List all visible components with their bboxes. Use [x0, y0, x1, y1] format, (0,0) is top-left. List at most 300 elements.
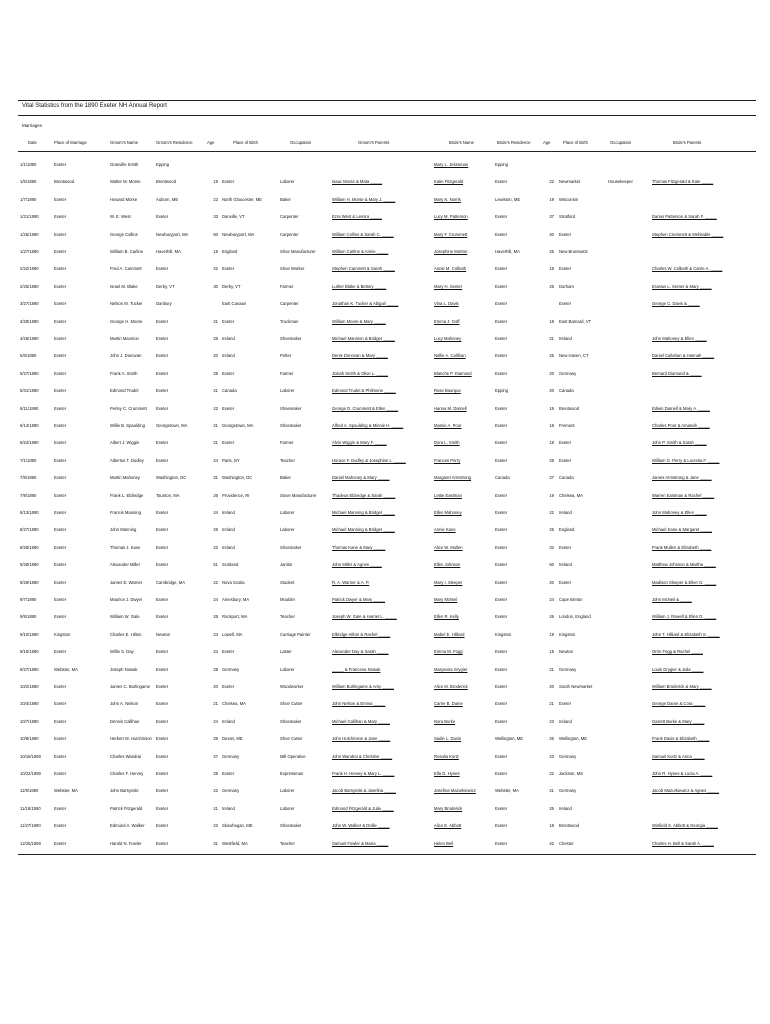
bride-parents-cell: Charles Poor & Amanah _____: [652, 423, 710, 428]
bride-parents-cell: Frank Mullen & Elizabeth _____: [652, 544, 712, 550]
bride-place-of-birth-cell: Chester: [559, 840, 574, 846]
bride-name-cell: Sadie L. Davis: [434, 736, 461, 742]
groom-parents-cell: Alexander Day & Sarah _____: [332, 649, 389, 655]
place-of-marriage-cell: Exeter: [54, 701, 67, 707]
place-of-marriage-cell: Exeter: [54, 388, 67, 394]
header-rule: [18, 151, 756, 152]
bride-age-cell: 32: [549, 544, 554, 550]
place-of-marriage-cell: Exeter: [54, 475, 67, 481]
groom-occupation-cell: Laster: [280, 649, 292, 655]
groom-residence-cell: Brentwood: [156, 179, 177, 185]
place-of-marriage-cell: Exeter: [54, 283, 67, 289]
place-of-marriage-cell: Exeter: [54, 649, 67, 655]
date-cell: 9/7/1890: [20, 597, 37, 602]
groom-occupation-cell: Teacher: [280, 614, 295, 620]
bride-parents-cell: John T. Hilliard & Elizabeth S. _____: [652, 631, 720, 637]
bride-place-of-birth-cell: Chelsea, MA: [559, 492, 583, 498]
place-of-marriage-cell: Exeter: [54, 318, 67, 324]
place-of-marriage-cell: Exeter: [54, 562, 67, 568]
bride-name-cell: Mabel E. Hilliard: [434, 631, 465, 637]
groom-name-cell: Herbert M. Hutchinson: [110, 736, 152, 742]
bride-residence-cell: Exeter: [495, 805, 508, 811]
groom-place-of-birth-cell: Derby, VT: [222, 283, 241, 289]
bride-residence-cell: Exeter: [495, 701, 508, 707]
groom-name-cell: Alexander Miller: [110, 562, 141, 568]
table-row: [18, 458, 756, 468]
marriage-records-sheet: [18, 100, 756, 852]
bride-age-cell: 18: [549, 405, 554, 411]
bride-residence-cell: Epping: [495, 162, 509, 167]
groom-occupation-cell: Carpenter: [280, 214, 299, 220]
groom-occupation-cell: Shoemaker: [280, 336, 302, 341]
bride-residence-cell: Exeter: [495, 423, 508, 428]
date-cell: 8/27/1890: [20, 527, 39, 533]
table-row: [18, 284, 756, 294]
table-row: [18, 527, 756, 537]
groom-name-cell: Martin Mannion: [110, 336, 139, 341]
bride-place-of-birth-cell: Ireland: [559, 510, 572, 515]
header-groom-parents: Groom's Parents: [358, 140, 390, 145]
bride-name-cell: Ellen Mahoney: [434, 510, 462, 515]
bride-age-cell: 37: [549, 214, 554, 220]
bride-age-cell: 42: [549, 840, 554, 846]
groom-occupation-cell: Laborer: [280, 179, 295, 185]
groom-occupation-cell: Carpenter: [280, 231, 299, 237]
bride-parents-cell: Samuel Kurtz & Anna _____: [652, 753, 705, 759]
groom-parents-cell: _____ & Francena Nowak: [332, 666, 381, 672]
place-of-marriage-cell: Exeter: [54, 718, 67, 724]
table-row: [18, 319, 756, 329]
place-of-marriage-cell: Webster, MA: [54, 666, 78, 672]
date-cell: 10/2/1890: [20, 684, 39, 689]
groom-place-of-birth-cell: Providence, RI: [222, 492, 250, 498]
bride-residence-cell: Exeter: [495, 771, 508, 776]
bride-name-cell: Alice M. Broderick: [434, 684, 468, 689]
bride-parents-cell: Madison Sleeper & Ellen G. _____: [652, 579, 717, 585]
header-bride-occupation: Occupation: [610, 140, 632, 145]
bride-age-cell: 21: [549, 788, 554, 794]
groom-age-cell: 27: [213, 753, 218, 759]
table-row: [18, 771, 756, 781]
table-row: [18, 632, 756, 642]
groom-occupation-cell: Shoemaker: [280, 423, 302, 428]
bride-age-cell: 21: [549, 666, 554, 672]
groom-name-cell: Albert J. Wiggin: [110, 440, 140, 446]
groom-residence-cell: Exeter: [156, 788, 169, 794]
bride-place-of-birth-cell: Exeter: [559, 544, 572, 550]
table-row: [18, 562, 756, 572]
table-row: [18, 806, 756, 816]
groom-parents-cell: Patrick Dwyer & Mary _____: [332, 597, 386, 602]
groom-age-cell: 22: [213, 544, 218, 550]
bride-residence-cell: Exeter: [495, 562, 508, 568]
groom-occupation-cell: Shoemaker: [280, 544, 302, 550]
bride-age-cell: 19: [549, 492, 554, 498]
bride-place-of-birth-cell: Wisconsin: [559, 196, 579, 202]
table-row: [18, 301, 756, 311]
bride-age-cell: 20: [549, 684, 554, 689]
groom-occupation-cell: Janitor: [280, 562, 293, 568]
bride-age-cell: 19: [549, 649, 554, 655]
bride-residence-cell: Exeter: [495, 579, 508, 585]
date-cell: 7/8/1890: [20, 475, 37, 481]
bride-residence-cell: Exeter: [495, 492, 508, 498]
groom-age-cell: 33: [213, 214, 218, 220]
bride-name-cell: Mary F. Crummett: [434, 231, 468, 237]
date-cell: 12/25/1890: [20, 840, 41, 846]
groom-name-cell: Charles Wandrai: [110, 753, 142, 759]
groom-age-cell: 28: [213, 771, 218, 776]
bride-parents-cell: Charles H. Bell & Sarah A. _____: [652, 840, 714, 846]
groom-place-of-birth-cell: Exeter: [222, 370, 235, 376]
groom-name-cell: Frank A. Smith: [110, 370, 138, 376]
groom-name-cell: Frank L. Eldredge: [110, 492, 144, 498]
groom-occupation-cell: Woodworker: [280, 684, 304, 689]
bride-name-cell: Vina L. Davis: [434, 301, 459, 307]
bride-name-cell: Mary McNeil: [434, 597, 458, 602]
groom-residence-cell: Exeter: [156, 597, 169, 602]
bride-residence-cell: Webster, MA: [495, 788, 519, 794]
place-of-marriage-cell: Exeter: [54, 510, 67, 515]
groom-age-cell: 22: [213, 788, 218, 794]
bride-residence-cell: Exeter: [495, 336, 508, 341]
bride-parents-cell: Michael Kane & Margaret _____: [652, 527, 713, 533]
bride-place-of-birth-cell: Fremont: [559, 423, 575, 428]
groom-age-cell: 22: [213, 196, 218, 202]
groom-name-cell: Joseph Nowak: [110, 666, 138, 672]
bride-residence-cell: Wellington, ME: [495, 736, 524, 742]
bride-name-cell: Mary Broderick: [434, 805, 463, 811]
groom-residence-cell: Exeter: [156, 562, 169, 568]
bride-name-cell: Nora Burke: [434, 718, 456, 724]
groom-residence-cell: Cambridge, MA: [156, 579, 186, 585]
place-of-marriage-cell: Exeter: [54, 370, 67, 376]
place-of-marriage-cell: Exeter: [54, 840, 67, 846]
bride-name-cell: Mary H. Senter: [434, 283, 463, 289]
table-row: [18, 266, 756, 276]
bride-name-cell: Mary L. Jesseman: [434, 162, 469, 167]
bottom-rule: [18, 854, 756, 855]
bride-residence-cell: Exeter: [495, 840, 508, 846]
table-row: [18, 388, 756, 398]
groom-residence-cell: Newton: [156, 631, 171, 637]
table-row: [18, 614, 756, 624]
bride-name-cell: Katie Fitzgerald: [434, 179, 464, 185]
groom-residence-cell: Epping: [156, 162, 170, 167]
bride-place-of-birth-cell: London, England: [559, 614, 591, 620]
groom-parents-cell: Michael Mannion & Bridget _____: [332, 336, 395, 341]
groom-parents-cell: Jonathan K. Tucker & Abigail _____: [332, 301, 399, 307]
place-of-marriage-cell: Webster, MA: [54, 788, 78, 794]
bride-age-cell: 18: [549, 318, 554, 324]
groom-name-cell: George H. Moore: [110, 318, 143, 324]
table-row: [18, 545, 756, 555]
bride-name-cell: Margaret Armstrong: [434, 475, 472, 481]
bride-place-of-birth-cell: Exeter: [559, 301, 572, 307]
bride-age-cell: 25: [549, 353, 554, 359]
bride-age-cell: 27: [549, 475, 554, 481]
bride-age-cell: 22: [549, 510, 554, 515]
table-row: [18, 649, 756, 659]
groom-residence-cell: Exeter: [156, 388, 169, 394]
groom-parents-cell: Stephen Cammett & Sarah _____: [332, 266, 395, 272]
bride-residence-cell: Exeter: [495, 370, 508, 376]
bride-parents-cell: Thomas Fitzgerald & Kate _____: [652, 179, 714, 185]
table-row: [18, 719, 756, 729]
bride-name-cell: Rose Bourque: [434, 388, 461, 394]
bride-age-cell: 20: [549, 370, 554, 376]
place-of-marriage-cell: Exeter: [54, 301, 67, 307]
groom-age-cell: 23: [213, 823, 218, 829]
bride-name-cell: Mary K. Norris: [434, 196, 461, 202]
groom-occupation-cell: Farmer: [280, 440, 294, 446]
bride-residence-cell: Exeter: [495, 214, 508, 220]
groom-place-of-birth-cell: Washington, DC: [222, 475, 253, 481]
place-of-marriage-cell: Exeter: [54, 162, 67, 167]
bride-parents-cell: Charles W. Colbath & Carrie A. _____: [652, 266, 723, 272]
groom-name-cell: John A. Nelson: [110, 701, 139, 707]
date-cell: 7/9/1890: [20, 492, 37, 498]
header-groom-name: Groom's Name: [110, 140, 139, 145]
groom-place-of-birth-cell: Ireland: [222, 544, 235, 550]
place-of-marriage-cell: Brentwood: [54, 179, 75, 185]
groom-residence-cell: Exeter: [156, 649, 169, 655]
bride-place-of-birth-cell: East Barnard, VT: [559, 318, 592, 324]
groom-name-cell: Harold N. Fowler: [110, 840, 142, 846]
date-cell: 8/28/1890: [20, 562, 39, 568]
bride-parents-cell: Daniel Callahan & Hannah _____: [652, 353, 715, 359]
header-bride-parents: Bride's Parents: [673, 140, 702, 145]
bride-place-of-birth-cell: Newmarket: [559, 179, 581, 185]
bride-name-cell: Carrie B. Dame: [434, 701, 463, 707]
groom-age-cell: 19: [213, 179, 218, 185]
bride-age-cell: 18: [549, 440, 554, 446]
table-row: [18, 597, 756, 607]
bride-name-cell: Alice W. Mullen: [434, 544, 463, 550]
groom-name-cell: Charles F. Hervey: [110, 771, 144, 776]
groom-parents-cell: Thadeus Eldredge & Sarah _____: [332, 492, 396, 498]
header-place-of-marriage: Place of Marriage: [54, 140, 87, 145]
groom-residence-cell: Washington, DC: [156, 475, 187, 481]
groom-residence-cell: Exeter: [156, 405, 169, 411]
groom-residence-cell: Exeter: [156, 736, 169, 742]
groom-parents-cell: George D. Crummett & Ellen _____: [332, 405, 399, 411]
groom-occupation-cell: Shoemaker: [280, 405, 302, 411]
header-date: Date: [28, 140, 37, 145]
date-cell: 1/1/1890: [20, 162, 37, 167]
groom-name-cell: James E. Warner: [110, 579, 143, 585]
bride-name-cell: Josephine Morton: [434, 249, 468, 254]
bride-residence-cell: Exeter: [495, 649, 508, 655]
groom-place-of-birth-cell: Newburyport, MA: [222, 231, 255, 237]
groom-place-of-birth-cell: Georgetown, MA: [222, 423, 254, 428]
groom-residence-cell: Exeter: [156, 510, 169, 515]
groom-name-cell: Francis Manning: [110, 510, 141, 515]
groom-age-cell: 21: [213, 388, 218, 394]
table-row: [18, 580, 756, 590]
bride-place-of-birth-cell: Exeter: [559, 457, 572, 463]
groom-residence-cell: Exeter: [156, 753, 169, 759]
groom-name-cell: Albertus T. Dudley: [110, 457, 144, 463]
date-cell: 4/26/1890: [20, 336, 39, 341]
bride-place-of-birth-cell: Canada: [559, 475, 574, 481]
table-row: [18, 162, 756, 172]
bride-place-of-birth-cell: Exeter: [559, 579, 572, 585]
groom-name-cell: William B. Carline: [110, 249, 144, 254]
bride-parents-cell: Frank Davis & Elizabeth _____: [652, 736, 710, 742]
title-rule: [18, 115, 756, 116]
table-row: [18, 423, 756, 433]
groom-place-of-birth-cell: Amesbury, MA: [222, 597, 250, 602]
header-groom-occupation: Occupation: [290, 140, 312, 145]
table-row: [18, 788, 756, 798]
groom-parents-cell: Isaac Morse & Mata _____: [332, 179, 383, 185]
bride-parents-cell: Matthew Johnson & Martha _____: [652, 562, 716, 568]
groom-place-of-birth-cell: Dexter, ME: [222, 736, 243, 742]
table-row: [18, 406, 756, 416]
place-of-marriage-cell: Exeter: [54, 579, 67, 585]
bride-place-of-birth-cell: Kingston: [559, 631, 576, 637]
date-cell: 6/24/1890: [20, 440, 39, 446]
bride-place-of-birth-cell: Durham: [559, 283, 574, 289]
table-row: [18, 684, 756, 694]
date-cell: 10/4/1890: [20, 701, 39, 707]
groom-name-cell: James C. Burlingame: [110, 684, 151, 689]
bride-place-of-birth-cell: Brentwood: [559, 405, 580, 411]
groom-age-cell: 21: [213, 318, 218, 324]
bride-place-of-birth-cell: South Newmarket: [559, 684, 593, 689]
bride-residence-cell: Exeter: [495, 405, 508, 411]
groom-parents-cell: Denis Donovan & Mary _____: [332, 353, 388, 359]
groom-residence-cell: Exeter: [156, 840, 169, 846]
top-rule: [18, 100, 756, 101]
groom-age-cell: 24: [213, 631, 218, 637]
groom-occupation-cell: Teacher: [280, 457, 295, 463]
date-cell: 1/25/1890: [20, 231, 39, 237]
groom-name-cell: Edmond Trudel: [110, 388, 139, 394]
groom-name-cell: Israel M. Blake: [110, 283, 138, 289]
place-of-marriage-cell: Exeter: [54, 597, 67, 602]
groom-occupation-cell: Shoemaker: [280, 718, 302, 724]
groom-parents-cell: John Miller & Agnes _____: [332, 562, 382, 568]
bride-age-cell: 23: [549, 718, 554, 724]
bride-name-cell: Helen Bell: [434, 840, 454, 846]
date-cell: 6/11/1890: [20, 405, 39, 411]
header-bride-age: Age: [543, 140, 551, 145]
groom-name-cell: Granville Smith: [110, 162, 139, 167]
place-of-marriage-cell: Exeter: [54, 440, 67, 446]
place-of-marriage-cell: Exeter: [54, 684, 67, 689]
groom-parents-cell: Horace F. Dudley & Josephine L. _____: [332, 457, 406, 463]
bride-place-of-birth-cell: Ireland: [559, 336, 572, 341]
date-cell: 9/9/1890: [20, 614, 37, 620]
bride-place-of-birth-cell: New Haven, CT: [559, 353, 589, 359]
groom-age-cell: 60: [213, 231, 218, 237]
groom-age-cell: 20: [213, 353, 218, 359]
bride-parents-cell: James Armstrong & Jane _____: [652, 475, 712, 481]
groom-age-cell: 31: [213, 475, 218, 481]
groom-occupation-cell: Shoe Worker: [280, 266, 305, 272]
groom-occupation-cell: Shoe Cutter: [280, 701, 303, 707]
groom-place-of-birth-cell: Canada: [222, 388, 237, 394]
place-of-marriage-cell: Exeter: [54, 457, 67, 463]
groom-name-cell: Dennis Callihan: [110, 718, 140, 724]
groom-age-cell: 22: [213, 579, 218, 585]
bride-residence-cell: Exeter: [495, 718, 508, 724]
groom-place-of-birth-cell: Skowhegan, ME: [222, 823, 253, 829]
bride-residence-cell: Exeter: [495, 684, 508, 689]
groom-place-of-birth-cell: East Canaan: [222, 301, 247, 307]
bride-name-cell: Mamie A. Poor: [434, 423, 462, 428]
groom-parents-cell: John W. Walker & Dollie _____: [332, 823, 390, 829]
bride-residence-cell: Exeter: [495, 231, 508, 237]
groom-name-cell: Charles E. Hilton: [110, 631, 142, 637]
date-cell: 10/18/1890: [20, 753, 41, 759]
bride-name-cell: Emma M. Fogg: [434, 649, 463, 655]
table-row: [18, 701, 756, 711]
date-cell: 2/22/1890: [20, 266, 39, 272]
header-bride-place-of-birth: Place of Birth: [563, 140, 588, 145]
groom-parents-cell: Josiah Smith & Olive L. _____: [332, 370, 389, 376]
groom-residence-cell: Exeter: [156, 457, 169, 463]
bride-place-of-birth-cell: Jackson, MS: [559, 771, 583, 776]
place-of-marriage-cell: Exeter: [54, 196, 67, 202]
groom-age-cell: 21: [213, 423, 218, 428]
groom-name-cell: Edmund A. Walker: [110, 823, 145, 829]
groom-age-cell: 21: [213, 805, 218, 811]
bride-parents-cell: John P. Smith & Sarah _____: [652, 440, 707, 446]
groom-age-cell: 25: [213, 614, 218, 620]
groom-place-of-birth-cell: Ireland: [222, 805, 235, 811]
groom-occupation-cell: Student: [280, 579, 295, 585]
bride-place-of-birth-cell: Germany: [559, 370, 577, 376]
table-row: [18, 823, 756, 833]
groom-parents-cell: Elbridge Hilton & Rachel _____: [332, 631, 391, 637]
groom-occupation-cell: Moulder: [280, 597, 296, 602]
groom-parents-cell: Daniel Mahoney & Mary _____: [332, 475, 390, 481]
date-cell: 10/22/1890: [20, 771, 41, 776]
groom-occupation-cell: Teacher: [280, 840, 295, 846]
date-cell: 8/28/1890: [20, 544, 39, 550]
place-of-marriage-cell: Exeter: [54, 823, 67, 829]
groom-parents-cell: Joseph W. Gale & Harriet L. _____: [332, 614, 397, 620]
bride-place-of-birth-cell: Exeter: [559, 266, 572, 272]
bride-residence-cell: Exeter: [495, 510, 508, 515]
groom-place-of-birth-cell: Westfield, MA: [222, 840, 248, 846]
groom-occupation-cell: Baker: [280, 196, 291, 202]
table-row: [18, 493, 756, 503]
groom-place-of-birth-cell: Paris, NY: [222, 457, 240, 463]
groom-name-cell: W. E. West: [110, 214, 131, 220]
groom-parents-cell: Thomas Kane & Mary _____: [332, 544, 386, 550]
place-of-marriage-cell: Kingston: [54, 631, 71, 637]
date-cell: 5/27/1890: [20, 370, 39, 376]
groom-age-cell: 24: [213, 718, 218, 724]
bride-place-of-birth-cell: Stratford: [559, 214, 576, 220]
groom-name-cell: Willie S. Day: [110, 649, 134, 655]
date-cell: 7/1/1890: [20, 457, 37, 463]
groom-residence-cell: Exeter: [156, 805, 169, 811]
groom-parents-cell: William Moore & Mary _____: [332, 318, 386, 324]
date-cell: 11/16/1890: [20, 805, 41, 811]
table-row: [18, 754, 756, 764]
table-row: [18, 249, 756, 259]
bride-name-cell: Alice E. Abbott: [434, 823, 462, 829]
groom-parents-cell: Jacob Barsynski & Josefina _____: [332, 788, 397, 794]
groom-residence-cell: Exeter: [156, 336, 169, 341]
bride-age-cell: 23: [549, 753, 554, 759]
bride-age-cell: 28: [549, 457, 554, 463]
